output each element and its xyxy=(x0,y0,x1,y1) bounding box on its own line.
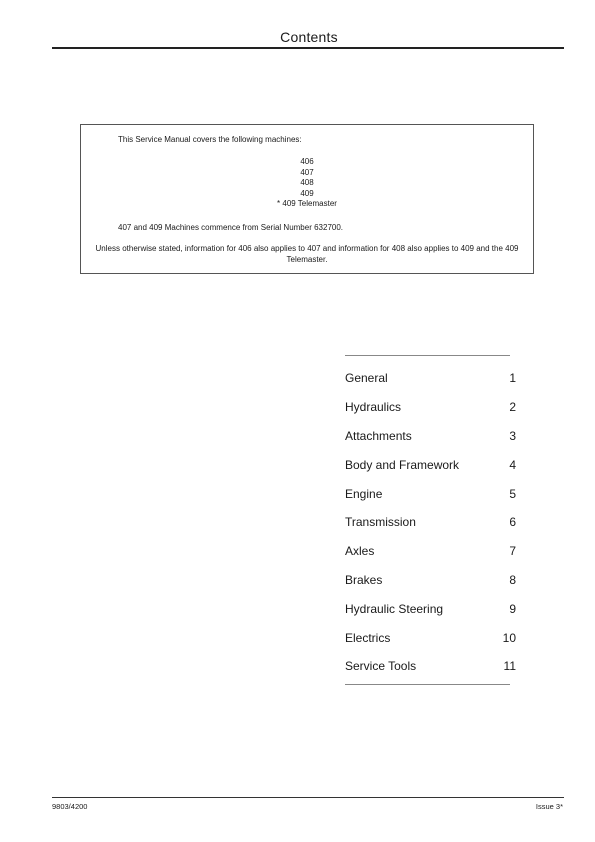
toc-item-hydraulic-steering[interactable] xyxy=(345,594,516,623)
machine-list xyxy=(81,157,533,210)
notice-intro-text: This Service Manual covers the following machines: xyxy=(118,135,302,144)
toc-item-brakes[interactable] xyxy=(345,566,516,595)
machine-item: 406 xyxy=(300,157,314,166)
toc-item-number: 4 xyxy=(509,457,516,472)
toc-item-label: Hydraulic Steering xyxy=(345,601,444,616)
toc-item-engine[interactable] xyxy=(345,479,516,508)
footer-divider xyxy=(52,797,564,798)
machine-item: * 409 Telemaster xyxy=(277,199,337,208)
toc-item-number: 5 xyxy=(509,486,516,501)
machine-coverage-notice xyxy=(80,124,534,274)
toc-item-label: Transmission xyxy=(345,515,416,530)
toc-item-label: Brakes xyxy=(345,572,383,587)
document-number: 9803/4200 xyxy=(52,802,88,811)
serial-number-note: 407 and 409 Machines commence from Serial Number 632700. xyxy=(118,223,344,232)
toc-item-attachments[interactable] xyxy=(345,422,516,451)
toc-item-label: Body and Framework xyxy=(345,457,460,472)
toc-item-label: General xyxy=(345,371,388,386)
toc-item-electrics[interactable] xyxy=(345,623,516,652)
toc-item-service-tools[interactable] xyxy=(345,652,516,681)
toc-item-number: 3 xyxy=(509,428,516,443)
applicability-note: Unless otherwise stated, information for 406 also applies to 407 and information for 408 also applies to 409 and the 409 Telemaster. xyxy=(95,244,519,264)
machine-item: 409 xyxy=(300,188,314,198)
issue-label: Issue 3* xyxy=(535,802,563,811)
toc-item-number: 1 xyxy=(509,371,516,386)
toc-item-number: 6 xyxy=(509,515,516,530)
toc-item-label: Service Tools xyxy=(345,659,417,674)
toc-item-label: Axles xyxy=(345,544,375,559)
toc-item-label: Engine xyxy=(345,486,383,501)
toc-item-axles[interactable] xyxy=(345,537,516,566)
toc-item-number: 9 xyxy=(509,601,516,616)
toc-item-label: Electrics xyxy=(345,630,391,645)
toc-item-label: Hydraulics xyxy=(345,400,402,415)
machine-item: 407 xyxy=(300,167,314,177)
toc-item-general[interactable] xyxy=(345,364,516,393)
table-of-contents xyxy=(345,364,516,681)
toc-item-number: 11 xyxy=(503,659,516,674)
toc-item-number: 10 xyxy=(502,630,516,645)
toc-item-label: Attachments xyxy=(345,428,412,443)
page-title: Contents xyxy=(280,29,338,45)
toc-item-transmission[interactable] xyxy=(345,508,516,537)
toc-item-number: 2 xyxy=(509,400,516,415)
toc-top-divider xyxy=(345,355,510,356)
toc-item-number: 7 xyxy=(509,544,516,559)
toc-item-hydraulics[interactable] xyxy=(345,393,516,422)
toc-item-body-and-framework[interactable] xyxy=(345,450,516,479)
machine-item: 408 xyxy=(300,178,314,187)
toc-bottom-divider xyxy=(345,684,510,685)
toc-item-number: 8 xyxy=(509,572,516,587)
header-divider xyxy=(52,47,564,49)
